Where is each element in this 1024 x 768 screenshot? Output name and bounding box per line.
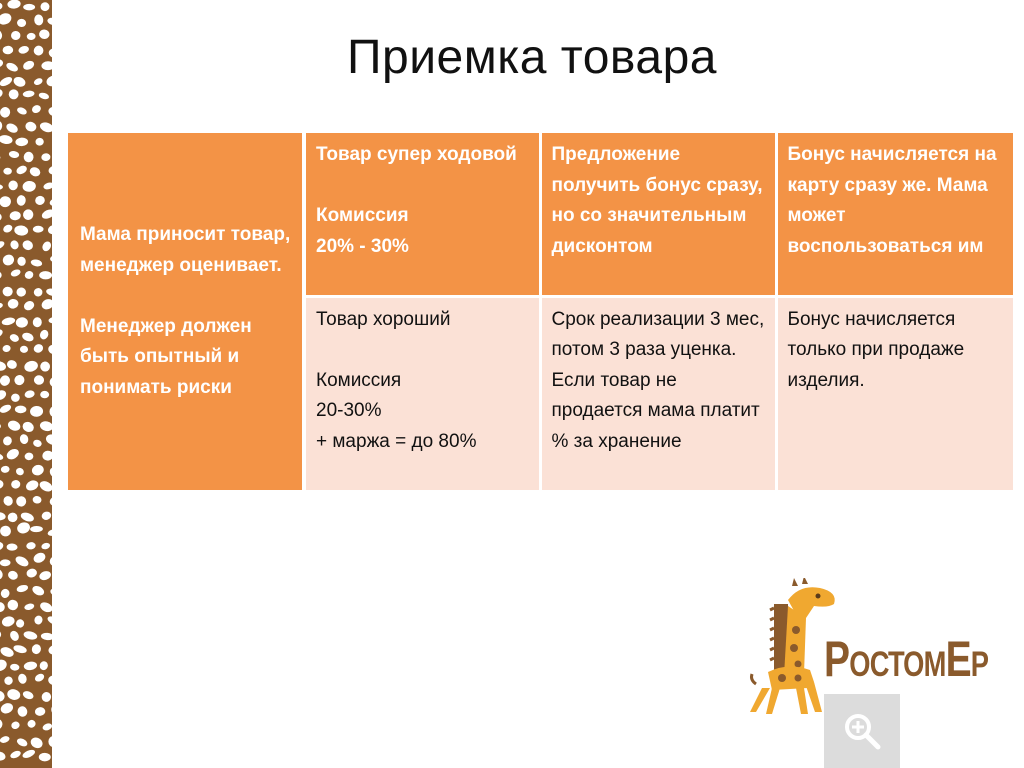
table-body-cell: Бонус начисляется только при продаже изделия. (776, 296, 1013, 490)
table-header-cell: Товар супер ходовой Комиссия 20% - 30% (304, 133, 540, 296)
magnifier-plus-icon (842, 711, 882, 751)
table-header-cell: Бонус начисляется на карту сразу же. Мама может воспользоваться им (776, 133, 1013, 296)
slide-title: Приемка товара (347, 31, 717, 84)
logo-text: РостомЕр (824, 631, 989, 687)
table-side-cell: Мама приносит товар, менеджер оценивает. Менеджер должен быть опытный и понимать риски (68, 133, 304, 490)
giraffe-spot (8, 180, 17, 190)
giraffe-spot (23, 4, 35, 10)
table-body-cell: Срок реализации 3 мес, потом 3 раза уценка. Если товар не продается мама платит % за хранение (540, 296, 776, 490)
table-header-cell: Предложение получить бонус сразу, но со значительным дисконтом (540, 133, 776, 296)
table-body-cell: Товар хороший Комиссия 20-30% + маржа = до 80% (304, 296, 540, 490)
zoom-button[interactable] (824, 694, 900, 768)
table-row (68, 133, 1013, 296)
intake-table (68, 133, 1013, 490)
giraffe-pattern-border (0, 0, 52, 768)
